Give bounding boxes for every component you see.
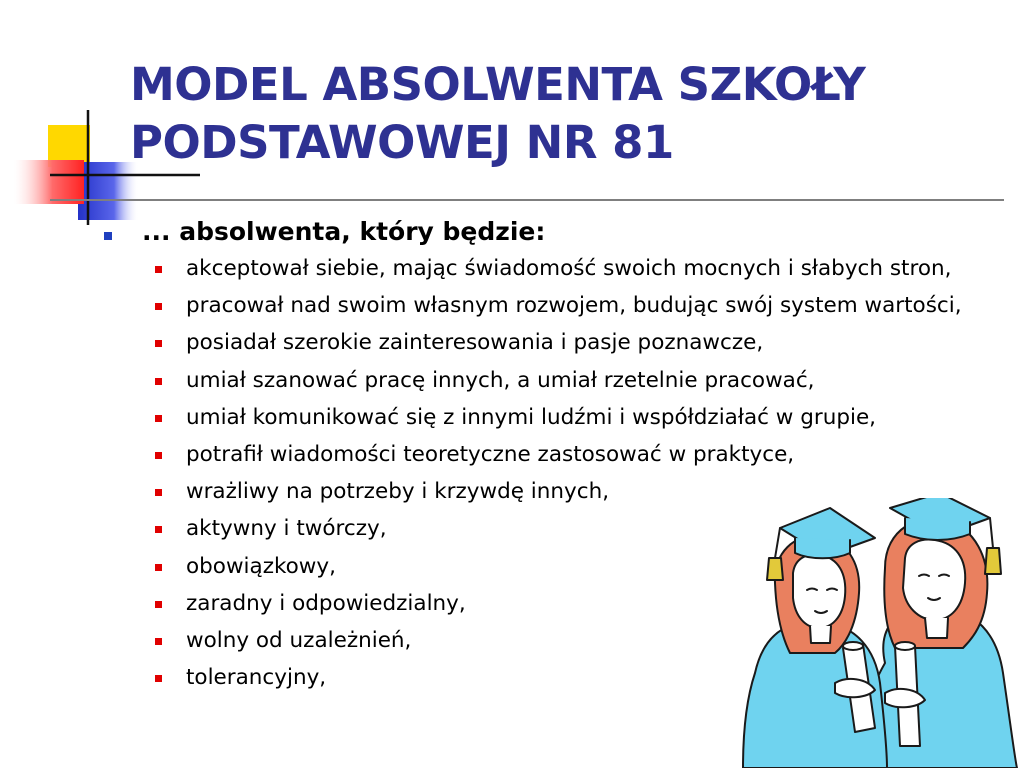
list-item-text: obowiązkowy, [186, 553, 336, 579]
list-item-text: umiał szanować pracę innych, a umiał rzetelnie pracować, [186, 367, 815, 393]
list-item [152, 292, 1002, 319]
bullet-list [152, 255, 1002, 701]
square-bullet-icon [104, 232, 112, 240]
square-bullet-icon [155, 415, 162, 422]
square-bullet-icon [155, 601, 162, 608]
square-bullet-icon [155, 303, 162, 310]
list-item [152, 664, 1002, 691]
list-item [152, 627, 1002, 654]
square-bullet-icon [155, 266, 162, 273]
level1-text: ... absolwenta, który będzie: [142, 216, 546, 246]
list-item [152, 441, 1002, 468]
square-bullet-icon [155, 489, 162, 496]
title-line: PODSTAWOWEJ NR 81 [130, 116, 674, 169]
title-divider [50, 199, 1004, 201]
list-item-text: wrażliwy na potrzeby i krzywdę innych, [186, 479, 610, 505]
level1-bullet-item [104, 212, 545, 250]
title-line: MODEL ABSOLWENTA SZKOŁY [130, 58, 866, 111]
list-item-text: potrafił wiadomości teoretyczne zastosować w praktyce, [186, 441, 795, 467]
list-item-text: wolny od uzależnień, [186, 627, 412, 653]
square-bullet-icon [155, 340, 162, 347]
square-bullet-icon [155, 378, 162, 385]
list-item [152, 515, 1002, 542]
square-bullet-icon [155, 638, 162, 645]
list-item [152, 590, 1002, 617]
square-bullet-icon [155, 526, 162, 533]
list-item [152, 478, 1002, 505]
square-bullet-icon [155, 452, 162, 459]
square-bullet-icon [155, 675, 162, 682]
list-item [152, 255, 1002, 282]
list-item [152, 404, 1002, 431]
list-item-text: pracował nad swoim własnym rozwojem, budując swój system wartości, [186, 293, 962, 319]
list-item-text: aktywny i twórczy, [186, 516, 387, 542]
list-item [152, 329, 1002, 356]
list-item-text: umiał komunikować się z innymi ludźmi i współdziałać w grupie, [186, 404, 877, 430]
square-bullet-icon [155, 564, 162, 571]
list-item-text: zaradny i odpowiedzialny, [186, 590, 466, 616]
list-item [152, 367, 1002, 394]
list-item-text: tolerancyjny, [186, 665, 327, 691]
list-item-text: akceptował siebie, mając świadomość swoich mocnych i słabych stron, [186, 256, 952, 281]
list-item-text: posiadał szerokie zainteresowania i pasje poznawcze, [186, 330, 764, 356]
list-item [152, 553, 1002, 580]
page-title [130, 56, 1010, 172]
